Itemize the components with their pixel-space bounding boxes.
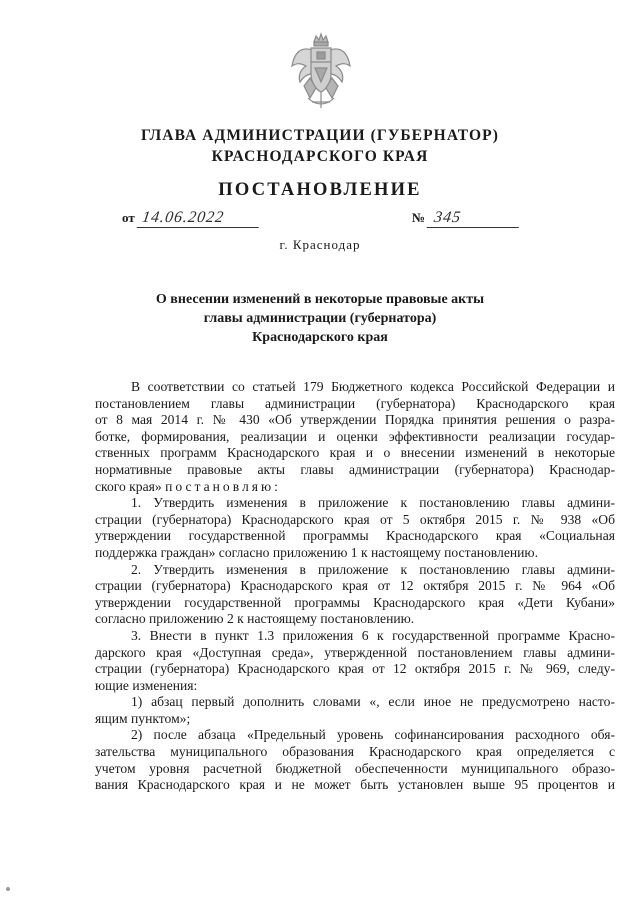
subject-line: О внесении изменений в некоторые правовые акты [155,292,485,307]
body-line: вания Краснодарского края и не может быть установлен выше 95 процентов и [95,777,615,793]
number-label: № [412,210,426,225]
body-line: согласно приложению 2 к настоящему постановлению. [95,611,415,627]
document-type-title: ПОСТАНОВЛЕНИЕ [218,180,422,200]
date-value: 14.06.2022 [137,209,262,228]
body-line: 2. Утвердить изменения в приложение к постановлению главы админи- [131,561,615,577]
body-line: утверждении государственной программы Краснодарского края «Дети Кубани» [95,594,615,610]
document-number [412,209,520,228]
body-line: утверждении государственной программы Краснодарского края «Социальная [95,528,615,544]
body-line: В соответствии со статьей 179 Бюджетного кодекса Российской Федерации и [131,379,615,394]
body-line: дарского края «Доступная среда», утвержденной постановлением главы админи- [95,644,615,660]
body-line: 1) абзац первый дополнить словами «, если иное не предусмотрено насто- [131,694,615,710]
coat-of-arms-icon [290,32,352,110]
body-text: ского края» [95,478,162,494]
subject-line: Краснодарского края [252,330,388,345]
document-date [122,209,260,228]
body-line: ботке, формирования, реализации и оценки эффективности реализации государ- [95,428,615,444]
body-line: страции (губернатора) Краснодарского края от 5 октября 2015 г. № 938 «Об [95,511,615,527]
city-line: г. Краснодар [279,237,361,252]
body-line: постановлением главы администрации (губернатора) Краснодарского края [95,395,615,411]
body-line: от 8 мая 2014 г. № 430 «Об утверждении Порядка принятия решения о разра- [95,412,615,428]
body-line: ственных программ Краснодарского края и о внесении изменений в некоторые [95,445,615,461]
authority-title-line2: КРАСНОДАРСКОГО КРАЯ [211,148,429,165]
body-line: 2) после абзаца «Предельный уровень софинансирования расходного обя- [131,727,615,743]
scan-dot [6,887,10,891]
body-line: поддержка граждан» согласно приложению 1 к настоящему постановлению. [95,544,538,560]
body-line: нормативные правовые акты главы администрации (губернатора) Краснодар- [95,461,615,477]
document-subject [150,290,490,347]
body-line: учетом уровня расчетной бюджетной обеспеченности муниципального образо- [95,760,615,776]
resolution-word: постановляю: [165,478,281,494]
number-value: 345 [427,209,522,228]
document-body [95,379,615,794]
body-line: страции (губернатора) Краснодарского края от 12 октября 2015 г. № 969, следу- [95,661,615,677]
date-label: от [122,210,135,225]
body-line: ящим пунктом»; [95,710,191,726]
subject-line: главы администрации (губернатора) [203,311,437,326]
body-line: зательства муниципального образования Краснодарского края определяется с [95,744,615,760]
body-line: ющие изменения: [95,677,198,693]
authority-title-line1: ГЛАВА АДМИНИСТРАЦИИ (ГУБЕРНАТОР) [141,127,499,144]
body-line: 1. Утвердить изменения в приложение к постановлению главы админи- [131,495,615,511]
body-line [95,479,615,496]
body-line: 3. Внести в пункт 1.3 приложения 6 к государственной программе Красно- [131,627,615,643]
body-line: страции (губернатора) Краснодарского края от 12 октября 2015 г. № 964 «Об [95,578,615,594]
